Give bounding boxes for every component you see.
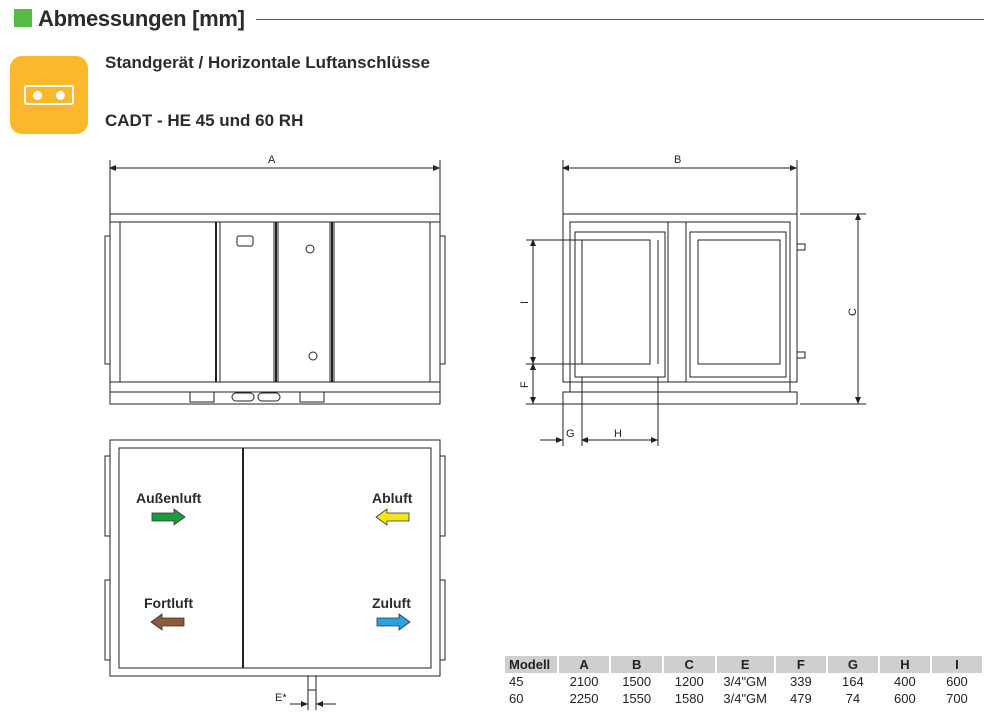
col-header: B: [610, 656, 663, 673]
table-cell: 60: [509, 691, 524, 706]
col-header: I: [931, 656, 983, 673]
flow-label-aussenluft: Außenluft: [136, 490, 202, 506]
table-cell: 339: [790, 674, 812, 689]
arrow-right-icon: [377, 614, 410, 630]
subtitle-model: CADT - HE 45 und 60 RH: [105, 111, 304, 130]
table-cell: 3/4"GM: [723, 674, 768, 689]
col-header: Modell: [505, 656, 558, 673]
dim-h-label: H: [614, 428, 622, 440]
section-title: Abmessungen [mm]: [38, 6, 245, 31]
table-cell: 2250: [569, 691, 599, 706]
table-header-row: [505, 656, 983, 673]
table-cell: 400: [894, 674, 916, 689]
table-cell: 2100: [569, 674, 599, 689]
dim-b-label: B: [674, 154, 682, 166]
arrow-right-icon: [152, 509, 185, 525]
table-row: [505, 673, 983, 690]
table-cell: 45: [509, 674, 524, 689]
front-view: [105, 160, 445, 404]
dim-e-label: E*: [275, 692, 287, 704]
table-cell: 1200: [674, 674, 704, 689]
arrow-left-icon: [376, 509, 409, 525]
col-header: A: [558, 656, 611, 673]
dim-i-label: I: [519, 300, 531, 304]
table-row: [505, 690, 983, 707]
arrow-left-icon: [151, 614, 184, 630]
col-header: C: [663, 656, 716, 673]
table-cell: 479: [790, 691, 812, 706]
table-cell: 1500: [622, 674, 652, 689]
dim-f-label: F: [519, 381, 531, 388]
table-cell: 600: [894, 691, 916, 706]
table-cell: 600: [946, 674, 968, 689]
table-cell: 700: [946, 691, 968, 706]
flow-label-zuluft: Zuluft: [372, 595, 411, 611]
flow-label-fortluft: Fortluft: [144, 595, 193, 611]
dim-a-label: A: [268, 154, 276, 166]
table-cell: 74: [845, 691, 861, 706]
table-cell: 3/4"GM: [723, 691, 768, 706]
col-header: F: [775, 656, 827, 673]
table-cell: 164: [842, 674, 864, 689]
dim-g-label: G: [566, 428, 575, 440]
side-view: [526, 160, 866, 446]
top-view: [105, 440, 445, 710]
col-header: G: [827, 656, 879, 673]
table-cell: 1550: [622, 691, 652, 706]
col-header: E: [716, 656, 775, 673]
flow-label-abluft: Abluft: [372, 490, 413, 506]
dimension-table: [505, 656, 984, 707]
table-cell: 1580: [674, 691, 704, 706]
dim-c-label: C: [847, 308, 859, 316]
col-header: H: [879, 656, 931, 673]
subtitle-mounting: Standgerät / Horizontale Luftanschlüsse: [105, 53, 430, 72]
